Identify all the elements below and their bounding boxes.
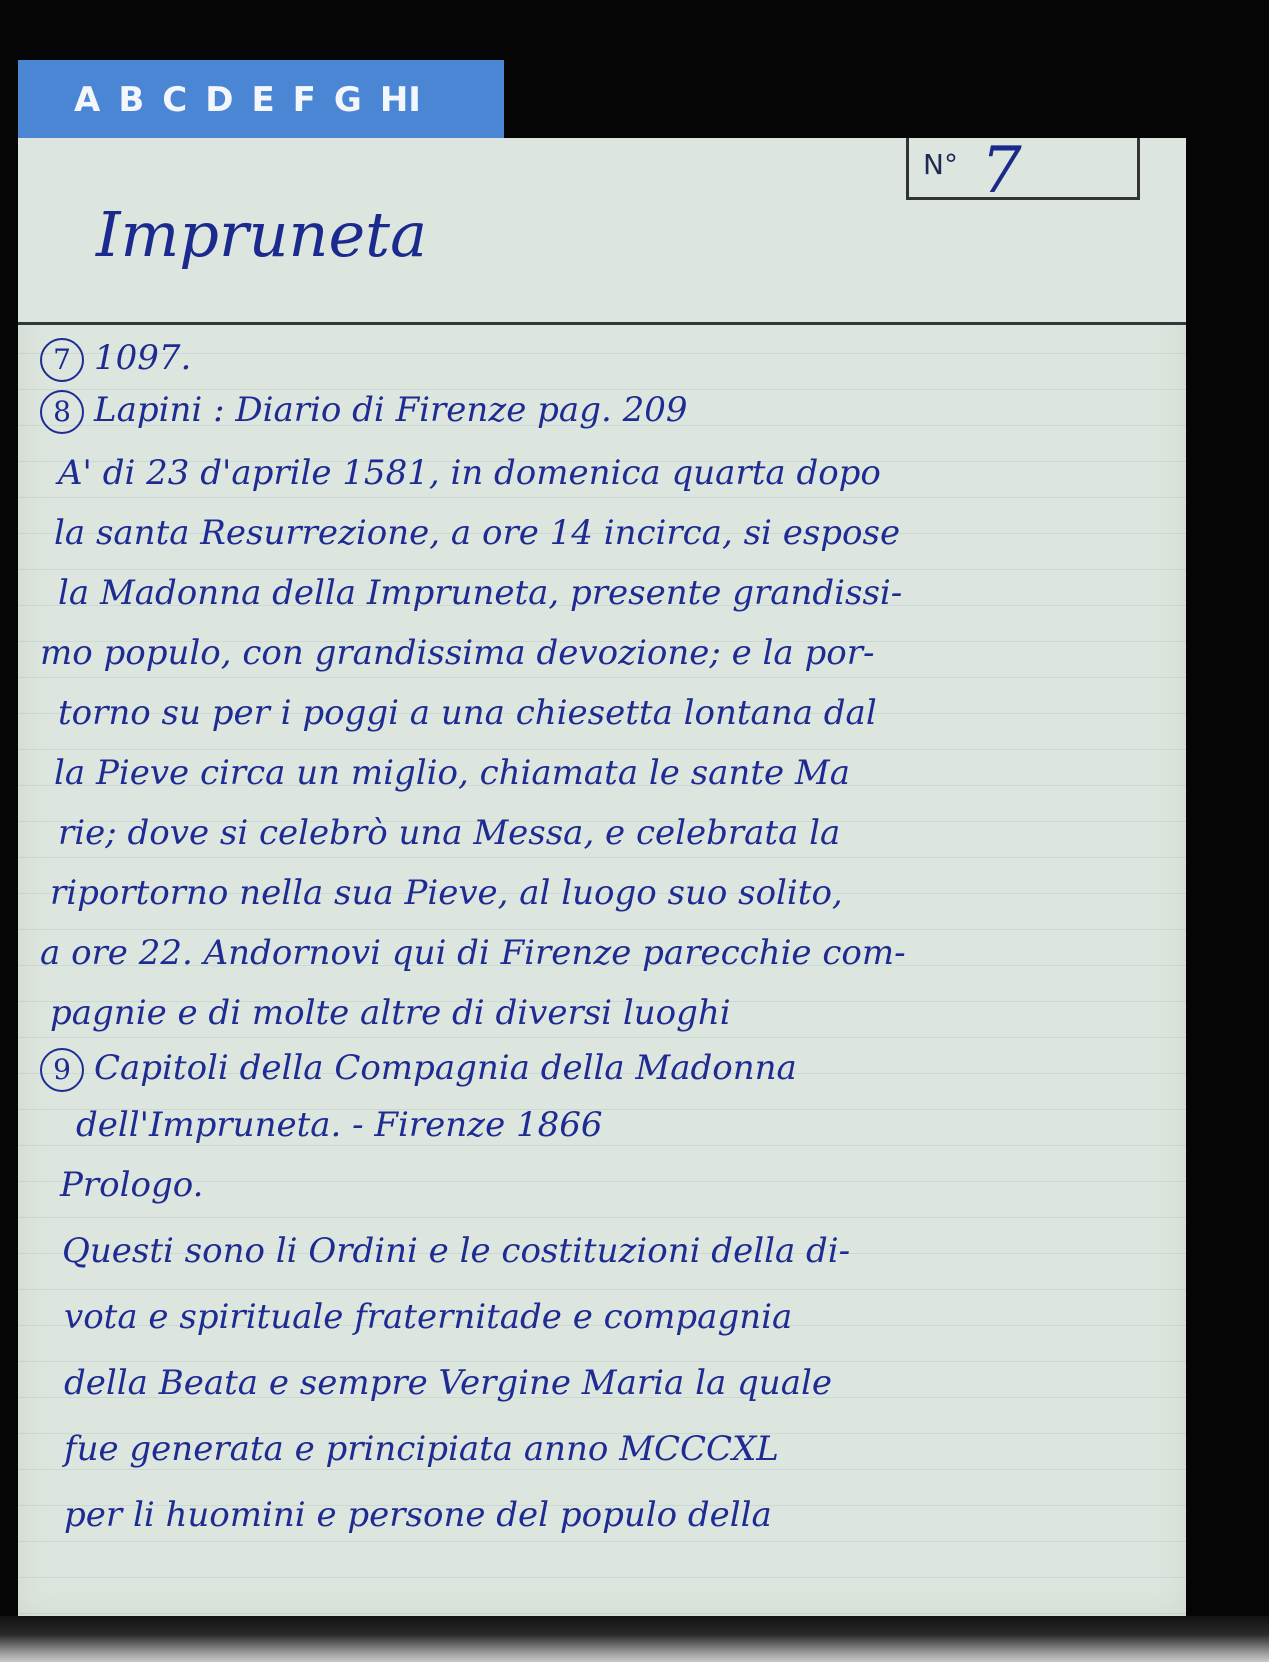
- tab-letter-e: E: [251, 80, 275, 120]
- entry-9-heading-line2: dell'Impruneta. - Firenze 1866: [76, 1105, 603, 1145]
- card-number-label: N°: [923, 148, 958, 181]
- entry-9-marker: 9: [40, 1048, 84, 1092]
- entry-8-heading-line: [40, 390, 687, 434]
- entry-9-line: Questi sono li Ordini e le costituzioni della di-: [62, 1231, 851, 1271]
- entry-7-text: 1097.: [94, 338, 192, 378]
- entry-9-line: fue generata e principiata anno MCCCXL: [64, 1429, 779, 1469]
- tab-letter-b: B: [118, 80, 145, 120]
- entry-8-line: a ore 22. Andornovi qui di Firenze parecchie com-: [40, 933, 906, 973]
- entry-7: [40, 338, 191, 382]
- entry-8-line: riportorno nella sua Pieve, al luogo suo solito,: [50, 873, 843, 913]
- entry-9-line: della Beata e sempre Vergine Maria la quale: [64, 1363, 832, 1403]
- tab-letter-f: F: [292, 80, 316, 120]
- alphabet-index-tab: [18, 60, 504, 140]
- entry-8-line: la Madonna della Impruneta, presente grandissi-: [58, 573, 903, 613]
- tab-letter-hi: HI: [379, 80, 421, 120]
- index-card: [18, 134, 1186, 1616]
- tab-letter-a: A: [74, 80, 101, 120]
- entry-9-heading: Capitoli della Compagnia della Madonna: [94, 1048, 797, 1088]
- scanner-bottom-edge: [0, 1616, 1269, 1662]
- header-divider: [18, 322, 1186, 325]
- card-title: Impruneta: [96, 198, 428, 271]
- entry-8-line: la Pieve circa un miglio, chiamata le sante Ma: [54, 753, 850, 793]
- entry-8-line: mo populo, con grandissima devozione; e la por-: [40, 633, 875, 673]
- entry-7-marker: 7: [40, 338, 84, 382]
- entry-8-line: rie; dove si celebrò una Messa, e celebrata la: [58, 813, 841, 853]
- card-number-box: [906, 134, 1140, 208]
- entry-9-heading-line: [40, 1048, 797, 1092]
- entry-9-line: Prologo.: [60, 1165, 204, 1205]
- entry-8-line: pagnie e di molte altre di diversi luoghi: [50, 993, 731, 1033]
- tab-letter-d: D: [205, 80, 234, 120]
- entry-8-line: A' di 23 d'aprile 1581, in domenica quarta dopo: [58, 453, 881, 493]
- entry-9-line: vota e spirituale fraternitade e compagnia: [64, 1297, 793, 1337]
- card-header: [18, 134, 1186, 324]
- tab-letter-c: C: [162, 80, 188, 120]
- entry-8-line: la santa Resurrezione, a ore 14 incirca, si espose: [54, 513, 901, 553]
- card-number-value: 7: [981, 134, 1022, 208]
- tab-letter-g: G: [333, 80, 362, 120]
- entry-9-line: per li huomini e persone del populo della: [64, 1495, 772, 1535]
- entry-8-line: torno su per i poggi a una chiesetta lontana dal: [58, 693, 877, 733]
- entry-8-marker: 8: [40, 390, 84, 434]
- entry-8-heading: Lapini : Diario di Firenze pag. 209: [94, 390, 688, 430]
